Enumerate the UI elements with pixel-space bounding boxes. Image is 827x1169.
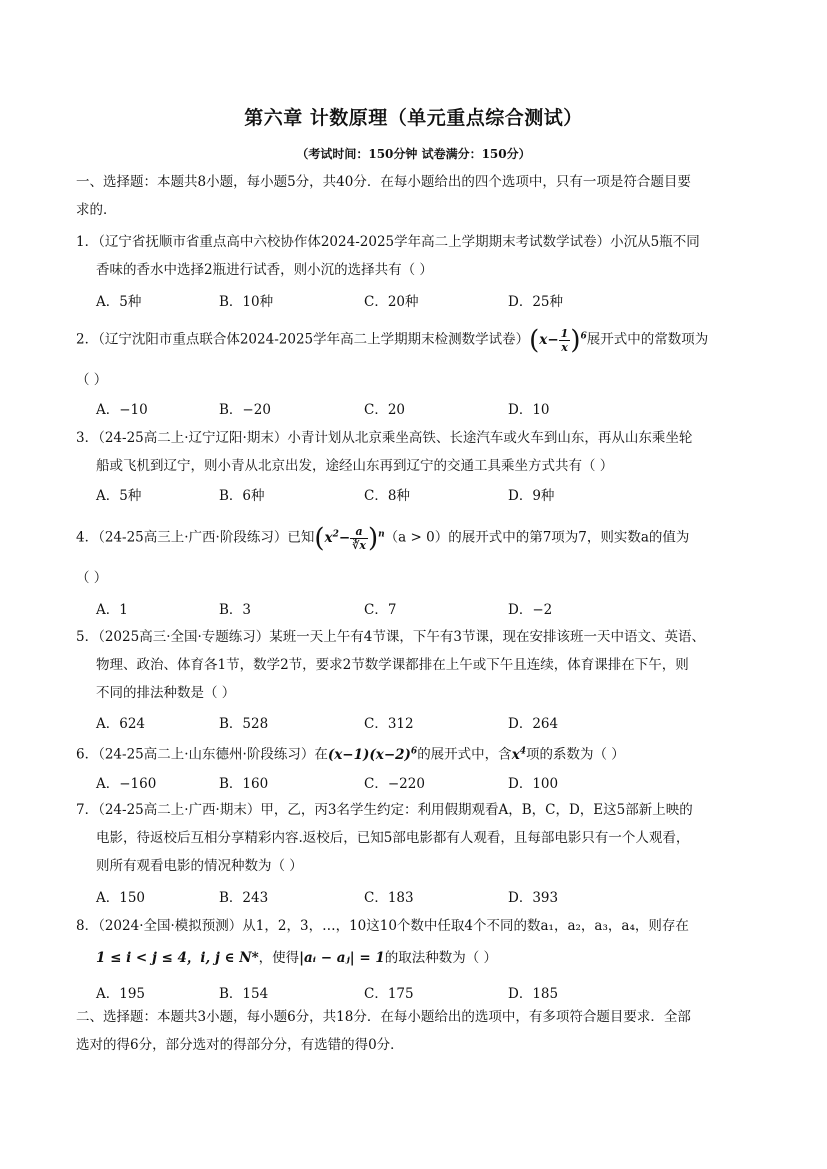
- condition-formula: 1 ≤ i < j ≤ 4，i, j ∈ N*: [96, 950, 259, 966]
- option-c[interactable]: C．175: [364, 986, 414, 1002]
- binomial-formula: ($x^2-$ $\frac{a}{∛x}$ )$^n$: [314, 523, 385, 553]
- question-source: （辽宁省抚顺市省重点高中六校协作体2024-2025学年高二上学期期末考试数学试卷）: [98, 234, 611, 250]
- option-c[interactable]: C．8种: [364, 488, 410, 504]
- section-one-line: 求的．: [76, 202, 117, 218]
- question-source: （2024·全国·模拟预测）: [98, 918, 243, 934]
- option-b[interactable]: B．3: [219, 602, 252, 618]
- condition: （a > 0）: [384, 529, 449, 546]
- option-b[interactable]: B．528: [219, 716, 269, 732]
- question-text: 的展开式中的第7项为7，则实数a的值为: [448, 529, 690, 546]
- question-number: 5．: [76, 629, 99, 645]
- question-text: 展开式中的常数项为: [586, 331, 709, 348]
- option-b[interactable]: B．6种: [219, 488, 265, 504]
- question-number: 2．: [76, 331, 99, 348]
- question-5-options: [96, 712, 656, 736]
- answer-blank: （ ）: [76, 569, 108, 586]
- question-number: 1．: [76, 234, 99, 250]
- question-text: 小青计划从北京乘坐高铁、长途汽车或火车到山东，再从山东乘坐轮: [287, 430, 693, 446]
- option-b[interactable]: B．−20: [219, 402, 271, 418]
- binomial-formula: (x− $\frac{1}{x}$ )$^6$: [529, 325, 587, 355]
- option-d[interactable]: D．100: [508, 776, 559, 792]
- option-d[interactable]: D．9种: [508, 488, 555, 504]
- option-c[interactable]: C．20: [364, 402, 406, 418]
- section-two-header: [76, 1003, 756, 1059]
- option-a[interactable]: A．−10: [96, 402, 148, 418]
- question-text: 的展开式中，含: [417, 746, 512, 763]
- exam-info: （考试时间：150分钟 试卷满分：150分）: [296, 147, 531, 161]
- option-d[interactable]: D．264: [508, 716, 559, 732]
- question-4-options: [96, 598, 656, 622]
- question-source: （24-25高二上·山东德州·阶段练习）: [98, 746, 315, 763]
- question-source: （24-25高二上·广西·期末）: [98, 802, 261, 818]
- option-c[interactable]: C．312: [364, 716, 414, 732]
- option-a[interactable]: A．−160: [96, 776, 157, 792]
- section-two-line: 选对的得6分，部分选对的得部分分，有选错的得0分．: [76, 1037, 404, 1053]
- option-b[interactable]: B．243: [219, 890, 269, 906]
- option-a[interactable]: A．5种: [96, 294, 142, 310]
- option-b[interactable]: B．154: [219, 986, 269, 1002]
- question-source: （2025高三·全国·专题练习）: [98, 629, 270, 645]
- question-number: 6．: [76, 746, 99, 763]
- question-number: 7．: [76, 802, 99, 818]
- question-3: [76, 424, 756, 480]
- question-number: 4．: [76, 529, 99, 546]
- question-7: [76, 796, 756, 880]
- section-one-line: 一、选择题：本题共8小题，每小题5分，共40分．在每小题给出的四个选项中，只有一项是符合题目要: [76, 174, 691, 190]
- question-6-options: [96, 772, 656, 796]
- question-number: 8．: [76, 918, 99, 934]
- question-text: 在: [314, 746, 328, 763]
- difference-formula: |aᵢ − aⱼ| = 1: [299, 950, 385, 966]
- question-4: [76, 520, 756, 592]
- question-2: [76, 322, 756, 394]
- question-1-options: [96, 290, 656, 314]
- question-text: 某班一天上午有4节课，下午有3节课，现在安排该班一天中语文、英语、: [269, 629, 705, 645]
- section-one-header: [76, 168, 756, 224]
- question-text: 电影，待返校后互相分享精彩内容.返校后，已知5部电影都有人观看，且每部电影只有一个人观看，: [96, 830, 690, 846]
- option-d[interactable]: D．10: [508, 402, 550, 418]
- question-text: 不同的排法种数是（ ）: [96, 685, 236, 701]
- option-c[interactable]: C．7: [364, 602, 397, 618]
- option-c[interactable]: C．20种: [364, 294, 419, 310]
- question-source: （24-25高二上·辽宁辽阳·期末）: [98, 430, 288, 446]
- question-5: [76, 623, 756, 707]
- answer-blank: （ ）: [76, 371, 108, 388]
- question-number: 3．: [76, 430, 99, 446]
- question-text: 从1，2，3，…，10这10个数中任取4个不同的数a₁，a₂，a₃，a₄，则存在: [242, 918, 689, 934]
- question-text: 甲，乙，丙3名学生约定：利用假期观看A，B，C，D，E这5部新上映的: [260, 802, 693, 818]
- option-a[interactable]: A．5种: [96, 488, 142, 504]
- question-text: ，使得: [258, 950, 300, 966]
- question-text: 香味的香水中选择2瓶进行试香，则小沉的选择共有（ ）: [96, 262, 433, 278]
- question-text: 物理、政治、体育各1节，数学2节，要求2节数学课都排在上午或下午且连续，体育课排在下午，则: [96, 657, 689, 673]
- option-d[interactable]: D．393: [508, 890, 559, 906]
- question-text: 的取法种数为（ ）: [384, 950, 498, 966]
- product-formula: $(x-1)(x-2)^6$: [327, 746, 418, 763]
- question-6: [76, 737, 756, 769]
- option-a[interactable]: A．624: [96, 716, 146, 732]
- option-a[interactable]: A．150: [96, 890, 146, 906]
- option-b[interactable]: B．160: [219, 776, 269, 792]
- term: $x^4$: [511, 746, 527, 763]
- question-7-options: [96, 886, 656, 910]
- option-c[interactable]: C．−220: [364, 776, 425, 792]
- question-3-options: [96, 484, 656, 508]
- question-text: 项的系数为（ ）: [526, 746, 625, 763]
- option-d[interactable]: D．−2: [508, 602, 553, 618]
- page-title: 第六章 计数原理（单元重点综合测试）: [244, 107, 583, 129]
- question-2-options: [96, 398, 656, 422]
- section-two-line: 二、选择题：本题共3小题，每小题6分，共18分．在每小题给出的选项中，有多项符合题目要求．全部: [76, 1009, 691, 1025]
- option-a[interactable]: A．1: [96, 602, 128, 618]
- option-b[interactable]: B．10种: [219, 294, 274, 310]
- question-text: 小沉从5瓶不同: [610, 234, 700, 250]
- question-source: （24-25高三上·广西·阶段练习）: [98, 529, 288, 546]
- question-text: 船或飞机到辽宁，则小青从北京出发，途经山东再到辽宁的交通工具乘坐方式共有（ ）: [96, 458, 614, 474]
- question-text: 已知: [287, 529, 315, 546]
- question-source: （辽宁沈阳市重点联合体2024-2025学年高二上学期期末检测数学试卷）: [98, 331, 530, 348]
- question-1: [76, 228, 756, 284]
- option-d[interactable]: D．25种: [508, 294, 564, 310]
- option-d[interactable]: D．185: [508, 986, 559, 1002]
- question-8: [76, 912, 756, 972]
- question-text: 则所有观看电影的情况种数为（ ）: [96, 858, 303, 874]
- option-c[interactable]: C．183: [364, 890, 414, 906]
- option-a[interactable]: A．195: [96, 986, 146, 1002]
